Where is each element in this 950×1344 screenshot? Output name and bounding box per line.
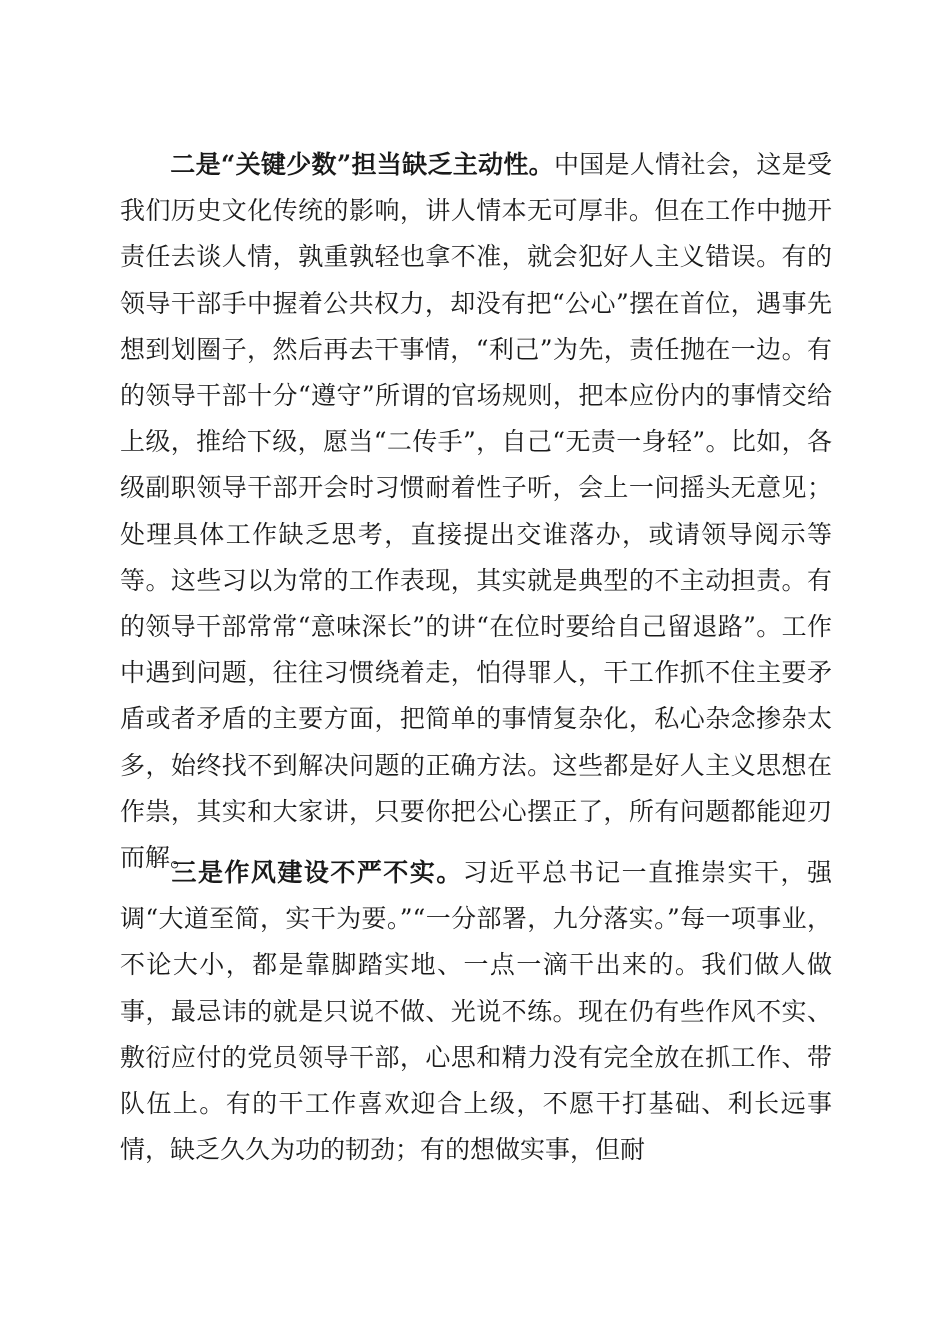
paragraph-lead-heading: 二是“关键少数”担当缺乏主动性。 bbox=[170, 150, 554, 179]
paragraph-body-text: 习近平总书记一直推崇实干，强调“大道至简，实干为要。”“一分部署，九分落实。”每一项事业，不论大小，都是靠脚踏实地、一点一滴干出来的。我们做人做事，最忌讳的就是只说不做、光说不练。现在仍有些作风不实、敷衍应付的党员领导干部，心思和精力没有完全放在抓工作、带队伍上。有的干工作喜欢迎合上级，不愿干打基础、利长远事情，缺乏久久为功的韧劲；有的想做实事，但耐 bbox=[120, 858, 832, 1165]
paragraph-2-lack-of-initiative bbox=[120, 142, 832, 881]
paragraph-body-text: 中国是人情社会，这是受我们历史文化传统的影响，讲人情本无可厚非。但在工作中抛开责任去谈人情，孰重孰轻也拿不准，就会犯好人主义错误。有的领导干部手中握着公共权力，却没有把“公心”摆在首位，遇事先想到划圈子，然后再去干事情，“利己”为先，责任抛在一边。有的领导干部十分“遵守”所谓的官场规则，把本应份内的事情交给上级，推给下级，愿当“二传手”，自己“无责一身轻”。比如，各级副职领导干部开会时习惯耐着性子听，会上一问摇头无意见；处理具体工作缺乏思考，直接提出交谁落办，或请领导阅示等等。这些习以为常的工作表现，其实就是典型的不主动担责。有的领导干部常常“意味深长”的讲“在位时要给自己留退路”。工作中遇到问题，往往习惯绕着走，怕得罪人，干工作抓不住主要矛盾或者矛盾的主要方面，把简单的事情复杂化，私心杂念掺杂太多，始终找不到解决问题的正确方法。这些都是好人主义思想在作祟，其实和大家讲，只要你把公心摆正了，所有问题都能迎刃而解。 bbox=[120, 150, 832, 873]
paragraph-3-work-style bbox=[120, 850, 832, 1173]
paragraph-lead-heading: 三是作风建设不严不实。 bbox=[170, 858, 463, 887]
